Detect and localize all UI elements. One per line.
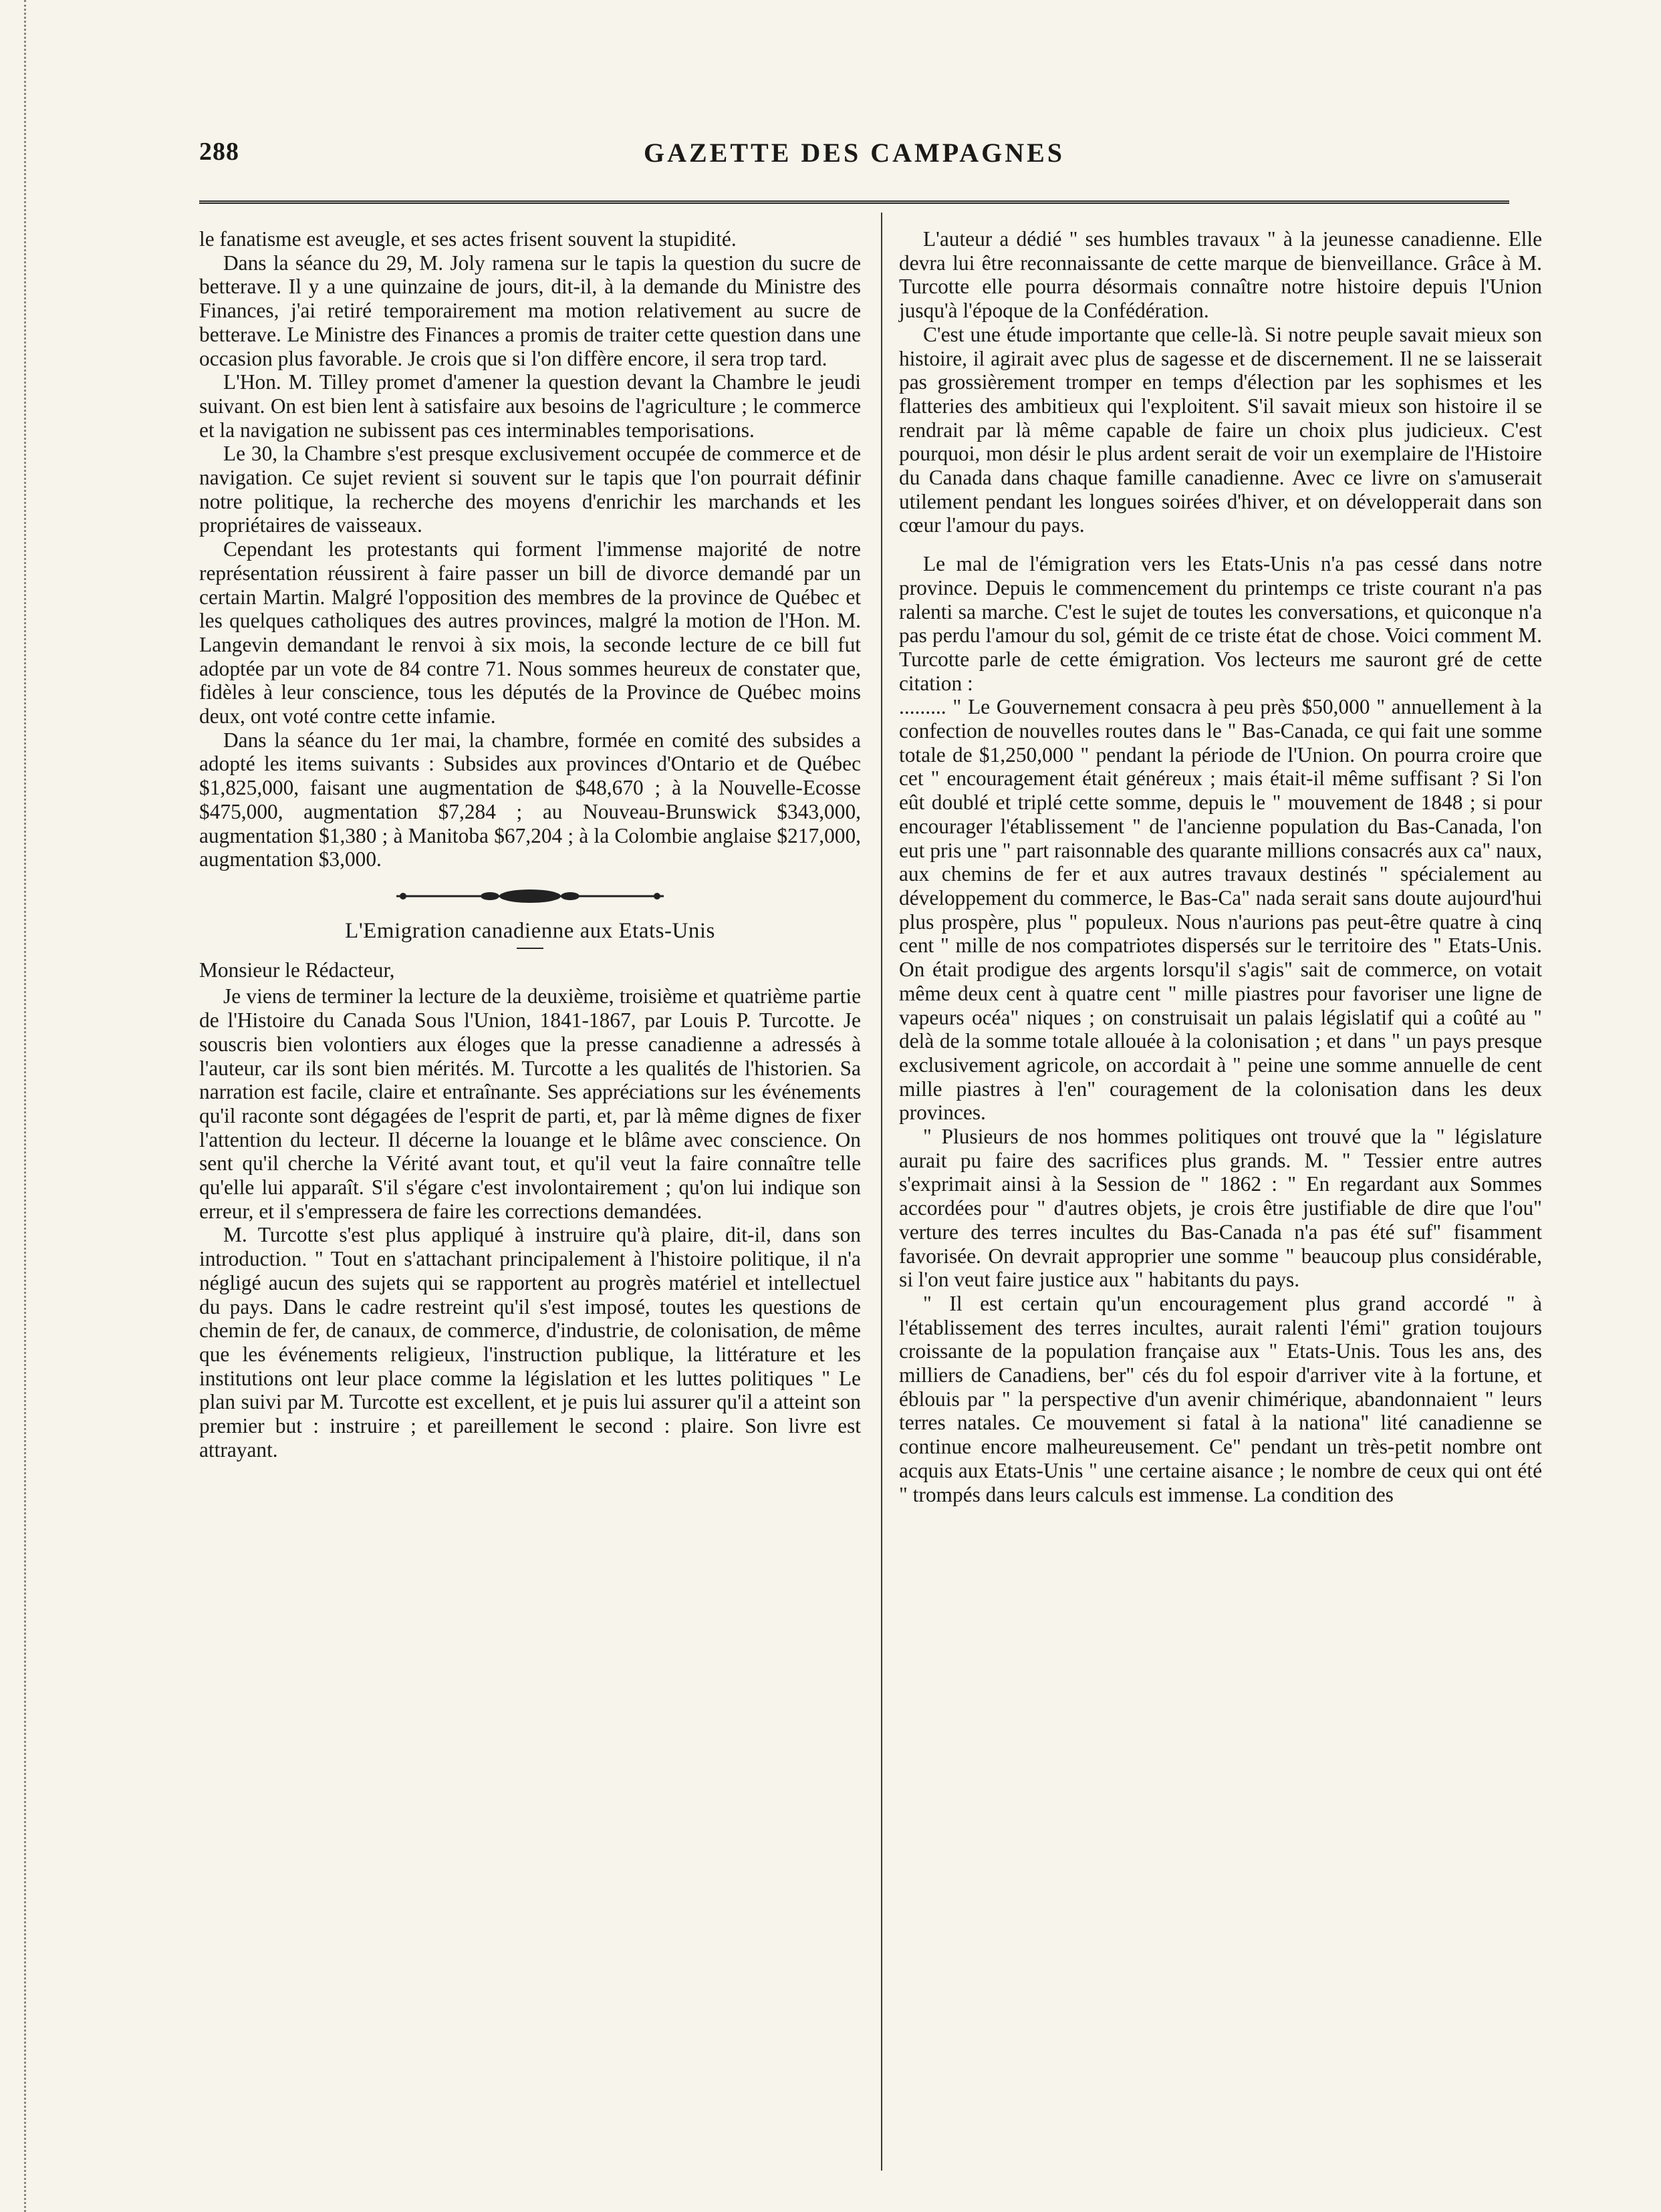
margin-dotted-line (24, 0, 28, 2212)
paragraph: Le mal de l'émigration vers les Etats-Unis n'a pas cessé dans notre province. Depuis le commencement du printemps ce triste courant n'a pas ralenti sa marche. C'est le sujet de toutes les conversations, et quiconque n'a pas perdu l'amour du sol, gémit de ce triste état de chose. Voici comment M. Turcotte parle de cette émigration. Vos lecteurs me sauront gré de cette citation : (899, 552, 1542, 695)
quoted-paragraph: ......... " Le Gouvernement consacra à peu près $50,000 " annuellement à la confection de nouvelles routes dans le " Bas-Canada, ce qui fait une somme totale de $1,250,000 " pendant la période de l'Union. On pourra croire que cet " encouragement était généreux ; mais était-il même suffisant ? Si l'on eût doublé et triplé cette somme, depuis le " mouvement de 1848 ; si pour encourager l'établissement " de l'ancienne population du Bas-Canada, l'on eut pris une " part raisonnable des quarante millions consacrés aux ca" naux, aux chemins de fer et aux autres travaux destinés " spécialement au développement du commerce, le Bas-Ca" nada serait sans doute aujourd'hui plus prospère, plus " populeux. Nous n'aurions pas peut-être quatre à cinq cent " mille de nos compatriotes dispersés sur le territoire des " Etats-Unis. On était prodigue des argents lorsqu'il s'agis" sait de commerce, on votait même deux cent à quatre cent " mille piastres pour favoriser une ligne de vapeurs océa" niques ; on construisait un palais législatif qui a coûté au " delà de la somme totale allouée à la colonisation ; et dans " un pays presque exclusivement agricole, on accordait à " peine une somme annuelle de cent mille piastres à l'en" couragement de la colonisation dans les deux provinces. (899, 695, 1542, 1125)
paragraph: Cependant les protestants qui forment l'immense majorité de notre représentation réussirent à faire passer un bill de divorce demandé par un certain Martin. Malgré l'opposition des membres de la province de Québec et les quelques catholiques des autres provinces, malgré la motion de l'Hon. M. Langevin demandant le renvoi à six mois, la seconde lecture de ce bill fut adoptée par un vote de 84 contre 71. Nous sommes heureux de constater que, fidèles à leur conscience, tous les députés de la Province de Québec moins deux, ont voté contre cette infamie. (199, 537, 861, 728)
paragraph: Dans la séance du 1er mai, la chambre, formée en comité des subsides a adopté les items suivants : Subsides aux provinces d'Ontario et de Québec $1,825,000, faisant une augmentation de $48,670 ; à la Nouvelle-Ecosse $475,000, augmentation $7,284 ; au Nouveau-Brunswick $343,000, augmentation $1,380 ; à Manitoba $67,204 ; à la Colombie anglaise $217,000, augmentation $3,000. (199, 728, 861, 871)
paragraph: L'auteur a dédié " ses humbles travaux " à la jeunesse canadienne. Elle devra lui être reconnaissante de cette marque de bienveillance. Grâce à M. Turcotte elle pourra désormais connaître notre histoire depuis l'Union jusqu'à l'époque de la Confédération. (899, 227, 1542, 323)
page-header (199, 137, 1509, 177)
article-paragraph: Je viens de terminer la lecture de la deuxième, troisième et quatrième partie de l'Histoire du Canada Sous l'Union, 1841-1867, par Louis P. Turcotte. Je souscris bien volontiers aux éloges que la presse canadienne a adressés à l'auteur, car ils sont bien mérités. M. Turcotte a les qualités de l'historien. Sa narration est facile, claire et entraînante. Ses appréciations sur les événements qu'il raconte sont dégagées de l'esprit de parti, et, par là même dignes de fixer l'attention du lecteur. Il décerne la louange et le blâme avec conscience. On sent qu'il cherche la Vérité avant tout, et qu'il veut la faire connaître telle qu'elle lui apparaît. S'il s'égare c'est involontairement ; qu'on lui indique son erreur, et il s'empressera de faire les corrections demandées. (199, 984, 861, 1223)
section-ornament (390, 886, 670, 906)
article-paragraph: M. Turcotte s'est plus appliqué à instruire qu'à plaire, dit-il, dans son introduction. " Tout en s'attachant principalement à l'histoire politique, il n'a négligé aucun des sujets qui se rapportent au progrès matériel et intellectuel du pays. Dans le cadre restreint qu'il s'est imposé, toutes les questions de chemin de fer, de canaux, de commerce, d'industrie, de colonisation, de même que les événements religieux, l'instruction publique, la littérature et les institutions ont leur place comme la législation et les luttes politiques " Le plan suivi par M. Turcotte est excellent, et je puis lui assurer qu'il a atteint son premier but : instruire ; et pareillement le second : plaire. Son livre est attrayant. (199, 1223, 861, 1462)
paragraph: le fanatisme est aveugle, et ses actes frisent souvent la stupidité. (199, 227, 737, 251)
page-number: 288 (199, 138, 239, 166)
right-column (899, 227, 1542, 1506)
running-title: GAZETTE DES CAMPAGNES (643, 138, 1065, 168)
paragraph: Le 30, la Chambre s'est presque exclusivement occupée de commerce et de navigation. Ce sujet revient si souvent sur le tapis que l'on pourrait définir notre politique, la recherche des moyens d'enrichir les marchands et les propriétaires de vaisseaux. (199, 442, 861, 537)
salutation: Monsieur le Rédacteur, (199, 958, 395, 982)
paragraph: Dans la séance du 29, M. Joly ramena sur le tapis la question du sucre de betterave. Il y a une quinzaine de jours, dit-il, à la demande du Ministre des Finances, j'ai retiré temporairement ma motion relativement au sucre de betterave. Le Ministre des Finances a promis de traiter cette question dans une occasion plus favorable. Je crois que si l'on diffère encore, il sera trop tard. (199, 251, 861, 370)
paragraph: L'Hon. M. Tilley promet d'amener la question devant la Chambre le jeudi suivant. On est bien lent à satisfaire aux besoins de l'agriculture ; le commerce et la navigation ne subissent pas ces interminables temporisations. (199, 370, 861, 442)
quoted-paragraph: " Il est certain qu'un encouragement plus grand accordé " à l'établissement des terres incultes, aurait ralenti l'émi" gration toujours croissante de la population française aux " Etats-Unis. Tous les ans, des milliers de Canadiens, ber" cés du fol espoir d'arriver vite à la fortune, et éblouis par " la perspective d'un avenir chimérique, abandonnaient " leurs terres natales. Ce mouvement si fatal à la nationa" lité canadienne se continue encore malheureusement. Ce" pendant un très-petit nombre ont acquis aux Etats-Unis " une certaine aisance ; le nombre de ceux qui ont été " trompés dans leurs calculs est immense. La condition des (899, 1291, 1542, 1506)
header-rule (199, 200, 1509, 204)
column-divider (881, 213, 882, 2171)
left-column (199, 227, 861, 1462)
quoted-paragraph: " Plusieurs de nos hommes politiques ont trouvé que la " législature aurait pu faire des sacrifices plus grands. M. " Tessier entre autres s'exprimait ainsi à la Session de " 1862 : " En regardant aux Sommes accordées pour " d'autres objets, je crois être justifiable de dire que l'ou" verture des terres incultes du Bas-Canada n'a pas été suf" fisamment favorisée. On devrait approprier une somme " beaucoup plus considérable, si l'on veut faire justice aux " habitants du pays. (899, 1125, 1542, 1292)
title-dash (517, 948, 543, 949)
paragraph: C'est une étude importante que celle-là. Si notre peuple savait mieux son histoire, il agirait avec plus de sagesse et de discernement. Il ne se laisserait pas grossièrement tromper en temps d'élection par les sophismes et les flatteries des ambitieux qui l'exploitent. S'il savait mieux son histoire il se rendrait par là même capable de faire un choix plus judicieux. C'est pourquoi, mon désir le plus ardent serait de voir un exemplaire de l'Histoire du Canada dans chaque famille canadienne. Avec ce livre on s'amuserait utilement pendant les longues soirées d'hiver, et on développerait dans son cœur l'amour du pays. (899, 322, 1542, 537)
spacer (899, 537, 1542, 552)
article-title: L'Emigration canadienne aux Etats-Unis (345, 918, 715, 943)
